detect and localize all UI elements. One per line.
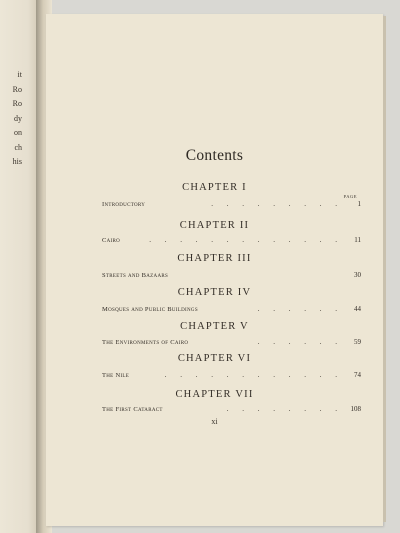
toc-entry-page: 59 [354,338,361,346]
toc-entry-page: 30 [354,271,361,279]
edge-line: ch [14,142,22,152]
chapter-heading: CHAPTER III [177,253,252,264]
page-edge [383,16,386,522]
toc-leader-dots: . . . . . . . . . [211,200,343,208]
toc-entry-title: Mosques and Public Buildings [102,306,198,313]
toc-entry-page: 44 [354,305,361,313]
toc-entry-title: The Nile [102,372,130,379]
edge-line: Ro [12,99,22,108]
edge-line: it [17,70,22,79]
facing-page-text-edge [0,68,22,170]
toc-leader-dots: . . . . . . [257,338,343,346]
toc-leader-dots: . . . . . . [257,305,343,313]
toc-leader-dots: . . . . . . . . . . . . . [149,236,343,244]
toc-entry-page: 11 [354,236,361,244]
toc-entry [102,234,361,244]
toc-entry-title: The Environments of Cairo [102,339,189,346]
toc-entry [102,369,361,379]
toc-leader-dots: . . . . . . . . [226,405,343,413]
edge-line: on [14,128,22,137]
contents-page [46,14,383,526]
toc-entry-page: 1 [357,200,361,208]
toc-entry [102,336,361,346]
toc-entry [102,403,361,413]
toc-entry-page: 108 [350,405,361,413]
toc-entry-title: The First Cataract [102,406,163,413]
contents-title: Contents [185,147,244,164]
toc-entry-title: Streets and Bazaars [102,272,169,279]
edge-line: Ro [12,84,22,94]
chapter-heading: CHAPTER V [180,321,249,332]
toc-leader-dots: . . . . . . . . . . . . [164,371,343,379]
toc-entry-title: Introductory [102,201,146,208]
chapter-heading: CHAPTER II [179,220,250,231]
chapter-heading: CHAPTER IV [177,287,252,298]
facing-page [0,0,40,533]
toc-entry [102,303,361,313]
toc-entry-title: Cairo [102,237,121,244]
page-column-label: PAGE [343,194,357,199]
edge-line: his [12,157,22,166]
chapter-heading: CHAPTER VI [177,353,252,364]
edge-line: dy [14,113,22,123]
toc-entry-page: 74 [354,371,361,379]
chapter-heading: CHAPTER I [182,182,247,193]
toc-entry [102,198,361,208]
chapter-heading: CHAPTER VII [175,389,254,400]
toc-entry [102,269,361,279]
page-folio: xi [211,417,218,426]
